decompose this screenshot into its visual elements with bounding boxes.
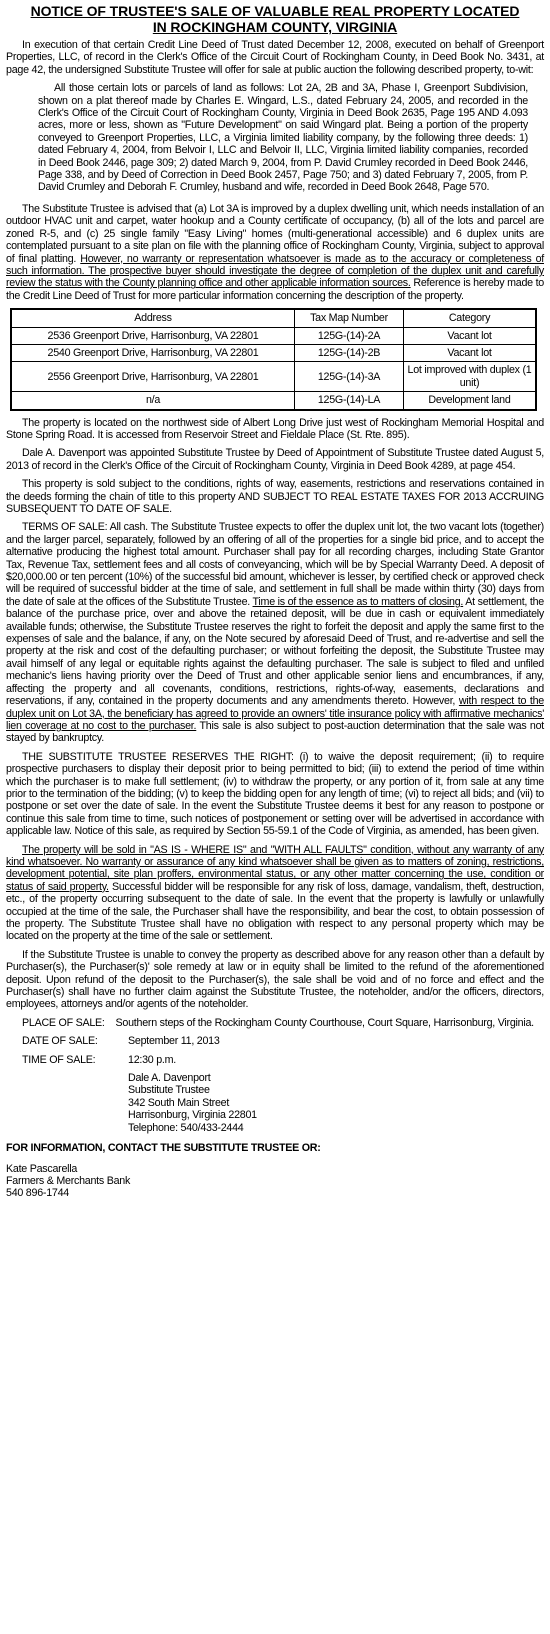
cell-address: 2556 Greenport Drive, Harrisonburg, VA 22801 [11, 362, 295, 392]
appointment-paragraph: Dale A. Davenport was appointed Substitute Trustee by Deed of Appointment of Substitute Trustee dated August 5, 2013 of record in the Clerk's Office of the Circuit of Rockingham County, Virginia in Deed Book 4289, at page 454. [6, 447, 544, 472]
contact-org: Farmers & Merchants Bank [6, 1174, 131, 1187]
date-label: DATE OF SALE: [22, 1035, 98, 1048]
as-is-text: Successful bidder will be responsible for any risk of loss, damage, vandalism, theft, destruction, etc., of the property occurring subsequent to the date of sale. In the event that the property is lawfully or unlawfully occupied at the time of the sale, the Purchaser shall have the responsibility, and bear the cost, to obtain possession of the property. The Substitute Trustee shall have no obligation with respect to any personal property which may be located on the property at the time of the sale or settlement. [6, 880, 544, 943]
unable-to-convey-paragraph: If the Substitute Trustee is unable to convey the property as described above for any reason other than a default by Purchaser(s), the Purchaser(s)' sole remedy at law or in equity shall be limited to the refund of the aforementioned deposit. Upon refund of the deposit to the Purchaser(s), the sale shall be void and of no force and effect and the Purchaser(s) shall have no further claim against the Substitute Trustee, the noteholder, and/or the officers, directors, employees, attorneys and/or agents of the noteholder. [6, 948, 544, 1011]
cell-address: 2536 Greenport Drive, Harrisonburg, VA 22801 [11, 327, 295, 344]
cell-tax-map: 125G-(14)-3A [295, 362, 404, 392]
time-value: 12:30 p.m. [128, 1053, 176, 1066]
legal-description: All those certain lots or parcels of land as follows: Lot 2A, 2B and 3A, Phase I, Greenport Subdivision, shown on a plat thereof made by Charles E. Wingard, L.S., dated February 24, 2005, and recorded in the Clerk's Office of the Circuit Court of Rockingham County, Virginia in Deed Book 2635, Page 195 AND 4.093 acres, more or less, shown as "Future Development" on said Wingard plat. Being a portion of the property conveyed to Greenport Properties, LLC, a Virginia limited liability company, by the following three deeds: 1) dated February 4, 2004, from Belvoir I, LLC and Belvoir II, LLC, Virginia limited liability companies, recorded in Deed Book 2446, page 309; 2) dated March 9, 2004, from P. David Crumley recorded in Deed Book 2446, Page 338, and by Deed of Correction in Deed Book 2457, Page 750; and 3) dated February 7, 2005, from P. David Crumley and Deborah F. Crumley, husband and wife, recorded in Deed Book 2648, Page 570. [38, 82, 528, 194]
trustee-street: 342 South Main Street [128, 1096, 230, 1109]
location-paragraph: The property is located on the northwest side of Albert Long Drive just west of Rockingham Memorial Hospital and Stone Spring Road. It is accessed from Reservoir Street and Fieldale Place (St. Rte. 895). [6, 416, 544, 441]
trustee-title: Substitute Trustee [128, 1084, 210, 1097]
cell-category: Development land [404, 392, 537, 410]
table-row [11, 392, 536, 410]
advisory-disclaimer: However, no warranty or representation whatsoever is made as to the accuracy or completeness of such information. The prospective buyer should investigate the degree of completion of the duplex unit and carefully review the status with the County planning office and other applicable information sources. [6, 252, 544, 290]
cell-address: 2540 Greenport Drive, Harrisonburg, VA 22801 [11, 344, 295, 361]
time-label: TIME OF SALE: [22, 1053, 96, 1066]
contact-name: Kate Pascarella [6, 1162, 78, 1175]
cell-category: Vacant lot [404, 344, 537, 361]
header-category: Category [404, 309, 537, 327]
contact-phone: 540 896-1744 [6, 1187, 69, 1200]
terms-text-1: TERMS OF SALE: All cash. The Substitute Trustee expects to offer the duplex unit lot, the two vacant lots (together) and the larger parcel, separately, followed by an offering of all of the properties for a single bid price, and to accept the alternative producing the highest total amount. Purchaser shall pay for all recording charges, including State Grantor Tax, Revenue Tax, settlement fees and all costs of conveyancing, which will be by Special Warranty Deed. A deposit of $20,000.00 or ten percent (10%) of the successful bid amount, whichever is lesser, by certified check or approved check will be required of successful bidder at the time of sale, and settlement in full shall be made within thirty (30) days from the date of sale at the offices of the Substitute Trustee. [6, 521, 544, 608]
header-tax-map: Tax Map Number [295, 309, 404, 327]
notice-title-line-2: IN ROCKINGHAM COUNTY, VIRGINIA [152, 19, 398, 35]
date-of-sale [6, 1035, 544, 1047]
advisory-paragraph [6, 203, 544, 302]
trustee-phone: Telephone: 540/433-2444 [128, 1121, 244, 1134]
trustee-signature-block [128, 1072, 544, 1134]
table-row [11, 327, 536, 344]
as-is-paragraph [6, 844, 544, 943]
cell-address: n/a [11, 392, 295, 410]
as-is-disclaimer: The property will be sold in "AS IS - WHERE IS" and "WITH ALL FAULTS" condition, without any warranty of any kind whatsoever. No warranty or assurance of any kind whatsoever shall be given as to matters of zoning, restrictions, development potential, site plan proffers, environmental status, or any other matter concerning the use, condition or status of said property. [6, 843, 544, 893]
table-header-row [11, 309, 536, 327]
trustee-name: Dale A. Davenport [128, 1072, 211, 1085]
cell-tax-map: 125G-(14)-2A [295, 327, 404, 344]
cell-category: Vacant lot [404, 327, 537, 344]
terms-closing-clause: Time is of the essence as to matters of closing. [252, 595, 464, 608]
info-heading: FOR INFORMATION, CONTACT THE SUBSTITUTE TRUSTEE OR: [6, 1142, 321, 1155]
advisory-text-1: The Substitute Trustee is advised that (a) Lot 3A is improved by a duplex dwelling unit, which needs installation of an outdoor HVAC unit and carpet, water hookup and a County certificate of occupancy, (b) all of the lots and parcel are zoned R-5, and (c) 25 single family "Easy Living" homes (multi-generational accessible) and 6 duplex units are contemplated pursuant to a site plan on file with the planning office of Rockingham County, Virginia, subject to approval of final platting. [6, 202, 544, 265]
subject-to-paragraph: This property is sold subject to the conditions, rights of way, easements, restrictions and reservations contained in the deeds forming the chain of title to this property AND SUBJECT TO REAL ESTATE TAXES FOR 2013 ACCRUING SUBSEQUENT TO DATE OF SALE. [6, 478, 544, 515]
trustee-city: Harrisonburg, Virginia 22801 [128, 1109, 257, 1122]
cell-category: Lot improved with duplex (1 unit) [404, 362, 537, 392]
table-row [11, 362, 536, 392]
reserves-paragraph: THE SUBSTITUTE TRUSTEE RESERVES THE RIGHT: (i) to waive the deposit requirement; (ii) to require prospective purchasers to display their deposit prior to being permitted to bid; (iii) to extend the period of time within which the purchaser is to make full settlement; (iv) to withdraw the property, or any portion of it, from sale at any time prior to the termination of the bidding; (v) to keep the bidding open for any length of time; (vi) to reject all bids; and (vii) to postpone or set over the date of sale. In the event the Substitute Trustee deems it best for any reason to postpone or continue this sale from time to time, such notices of postponement or setting over will be advertised in accordance with applicable law. Notice of this sale, as required by Section 55-59.1 of the Code of Virginia, as amended, has been given. [6, 750, 544, 838]
terms-of-sale-paragraph [6, 521, 544, 744]
intro-paragraph: In execution of that certain Credit Line Deed of Trust dated December 12, 2008, executed on behalf of Greenport Properties, LLC, of record in the Clerk's Office of the Circuit Court of Rockingham County, in Deed Book No. 3431, at page 42, the undersigned Substitute Trustee will offer for sale at public auction the following described property, to-wit: [6, 39, 544, 76]
header-address: Address [11, 309, 295, 327]
terms-text-3: This sale is also subject to post-auction determination that the sale was not stayed by bankruptcy. [6, 719, 544, 745]
place-of-sale [6, 1017, 544, 1029]
property-table [10, 308, 537, 410]
advisory-text-2: Reference is hereby made to the Credit Line Deed of Trust for more particular information concerning the description of the property. [6, 277, 544, 302]
place-label: PLACE OF SALE: [22, 1016, 105, 1029]
legal-notice [6, 0, 544, 1200]
date-value: September 11, 2013 [128, 1035, 220, 1048]
terms-text-2: At settlement, the balance of the purchase price, over and above the retained deposit, will be due in cash or equivalent immediately available funds; otherwise, the Substitute Trustee reserves the right to forfeit the deposit and apply the same first to the expenses of sale and the balance, if any, on the Note secured by aforesaid Deed of Trust, and re-advertise and sell the property at the risk and cost of the defaulting purchaser; or without forfeiting the deposit, the Substitute Trustee may avail himself of any legal or equitable rights against the defaulting purchaser. The sale is subject to filed and unfiled mechanic's liens having priority over the Deed of Trust and other applicable senior liens and encumbrances, if any, affecting the property and all covenants, conditions, restrictions, rights-of-way, easements, declarations and reservations, if any, contained in the property documents and any amendments thereto. However, [6, 595, 544, 708]
notice-title-line-1: NOTICE OF TRUSTEE'S SALE OF VALUABLE REAL PROPERTY LOCATED [30, 3, 520, 19]
contact-block [6, 1163, 544, 1200]
cell-tax-map: 125G-(14)-2B [295, 344, 404, 361]
cell-tax-map: 125G-(14)-LA [295, 392, 404, 410]
table-row [11, 344, 536, 361]
notice-title [6, 3, 544, 35]
place-value: Southern steps of the Rockingham County Courthouse, Court Square, Harrisonburg, Virginia. [115, 1016, 534, 1029]
time-of-sale [6, 1054, 544, 1066]
terms-title-insurance-clause: with respect to the duplex unit on Lot 3A, the beneficiary has agreed to provide an owners' title insurance policy with affirmative mechanics' lien coverage at no cost to the purchaser. [6, 695, 544, 732]
